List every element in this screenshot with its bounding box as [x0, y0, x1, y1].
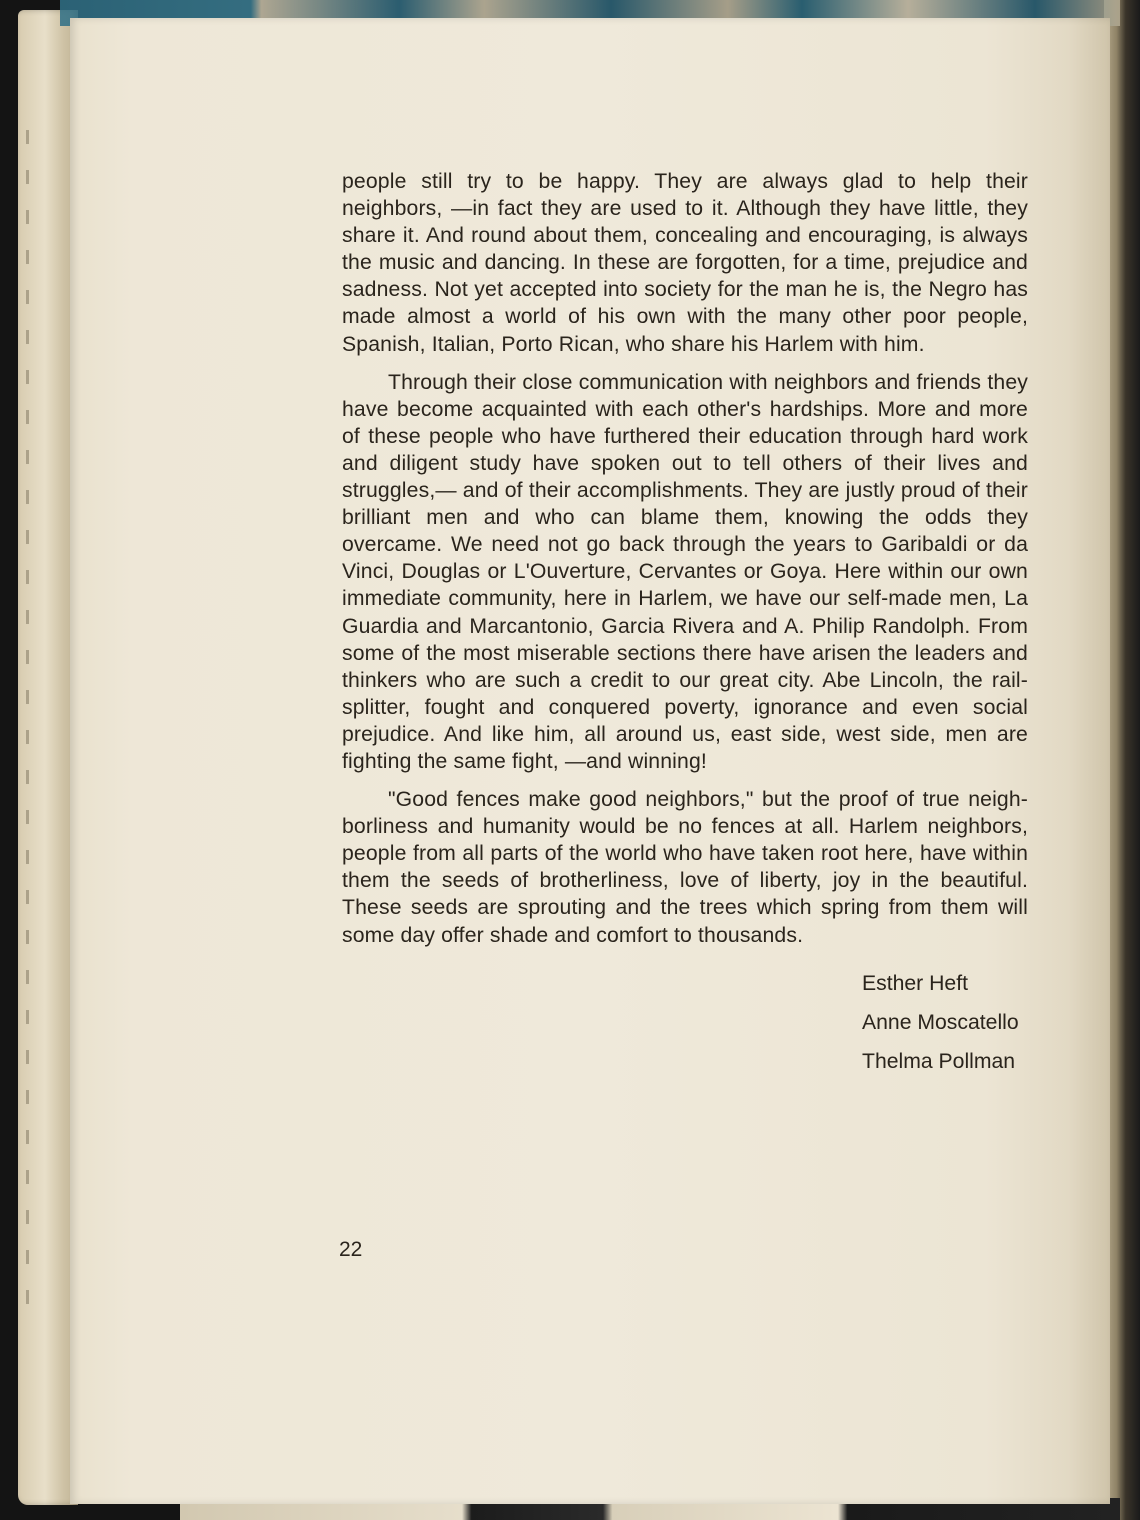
page-number: 22	[339, 1238, 363, 1261]
paragraph-2: Through their close communication with neighbors and friends they have become acquainted with each other's hardships. More and more of these people who have furthered their education through hard work and diligent study have spoken out to tell others of their lives and struggles,— and of their accomplishments. They are justly proud of their brilliant men and who can blame them, knowing the odds they overcame. We need not go back through the years to Garibaldi or da Vinci, Douglas or L'Ouverture, Cervantes or Goya. Here within our own immediate community, here in Harlem, we have our self-made men, La Guardia and Marcantonio, Garcia Rivera and A. Philip Randolph. From some of the most miserable sections there have arisen the leaders and thinkers who are such a credit to our great city. Abe Lincoln, the rail-splitter, fought and conquered poverty, ignorance and even social prejudice. And like him, all around us, east side, west side, men are fighting the same fight, —and winning!	[342, 370, 1028, 773]
author-name: Esther Heft	[862, 972, 968, 995]
paragraph-1: people still try to be happy. They are always glad to help their neighbors, —in fact they are used to it. Although they have little, they share it. And round about them, concealing and encouraging, is always the music and dancing. In these are forgotten, for a time, prejudice and sadness. Not yet accepted into society for the man he is, the Negro has made almost a world of his own with the many other poor people, Spanish, Italian, Porto Rican, who share his Harlem with him.	[342, 170, 1028, 356]
author-name: Thelma Pollman	[862, 1050, 1016, 1073]
body-text	[342, 168, 1028, 960]
author-signatures	[862, 968, 1019, 1085]
paragraph-3: "Good fences make good neighbors," but the proof of true neigh-borliness and humanity would be no fences at all. Harlem neighbors, people from all parts of the world who have taken root here, have within them the seeds of brotherliness, love of liberty, joy in the beautiful. These seeds are sprouting and the trees which spring from them will some day offer shade and comfort to thousands.	[342, 788, 1028, 947]
worn-page-edge	[18, 10, 78, 1505]
author-name: Anne Moscatello	[862, 1011, 1019, 1034]
